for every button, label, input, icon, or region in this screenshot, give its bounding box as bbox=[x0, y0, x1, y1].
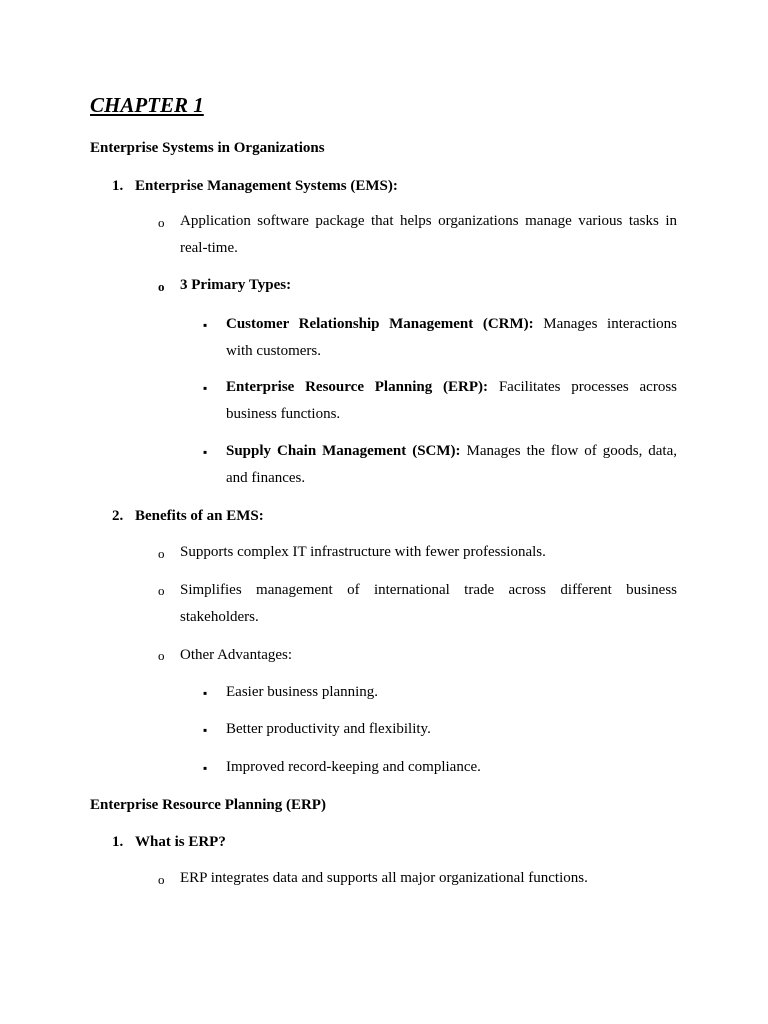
type-label: Supply Chain Management (SCM): bbox=[226, 443, 461, 459]
type-label: Enterprise Resource Planning (ERP): bbox=[226, 379, 489, 395]
erp-point: ERP integrates data and supports all major organizational functions. bbox=[180, 870, 588, 886]
type-desc: Facilitates processes across business functions. bbox=[226, 379, 677, 422]
square-bullet-marker: ▪ bbox=[203, 686, 208, 700]
section-heading-enterprise-systems: Enterprise Systems in Organizations bbox=[90, 140, 325, 156]
square-bullet-marker: ▪ bbox=[203, 318, 208, 332]
list-number: 1. bbox=[112, 834, 124, 850]
list-item-title-what-is-erp: What is ERP? bbox=[135, 834, 226, 850]
type-item-crm bbox=[226, 311, 677, 365]
bullet-marker: o bbox=[158, 215, 165, 230]
advantage-item: Easier business planning. bbox=[226, 684, 379, 700]
type-desc: Manages the flow of goods, data, and finances. bbox=[226, 443, 677, 486]
square-bullet-marker: ▪ bbox=[203, 761, 208, 775]
square-bullet-marker: ▪ bbox=[203, 381, 208, 395]
primary-types-title: 3 Primary Types: bbox=[180, 277, 292, 293]
list-item-title-ems: Enterprise Management Systems (EMS): bbox=[135, 178, 398, 194]
bullet-marker: o bbox=[158, 279, 165, 294]
advantage-item: Improved record-keeping and compliance. bbox=[226, 759, 481, 775]
list-item-title-benefits: Benefits of an EMS: bbox=[135, 508, 264, 524]
square-bullet-marker: ▪ bbox=[203, 723, 208, 737]
bullet-marker: o bbox=[158, 648, 165, 663]
type-desc: Manages interactions with customers. bbox=[226, 316, 678, 359]
type-item-erp bbox=[226, 374, 677, 428]
square-bullet-marker: ▪ bbox=[203, 445, 208, 459]
section-heading-erp: Enterprise Resource Planning (ERP) bbox=[90, 797, 326, 813]
list-number: 2. bbox=[112, 508, 124, 524]
benefit-item: Simplifies management of international trade across different business stakeholders. bbox=[180, 582, 677, 625]
bullet-marker: o bbox=[158, 546, 165, 561]
type-label: Customer Relationship Management (CRM): bbox=[226, 316, 534, 332]
bullet-marker: o bbox=[158, 872, 165, 887]
advantage-item: Better productivity and flexibility. bbox=[226, 721, 431, 737]
type-item-scm bbox=[226, 438, 677, 492]
benefit-item: Supports complex IT infrastructure with fewer professionals. bbox=[180, 544, 546, 560]
benefit-item: Other Advantages: bbox=[180, 647, 293, 663]
ems-definition: Application software package that helps organizations manage various tasks in real-time. bbox=[180, 213, 677, 256]
list-number: 1. bbox=[112, 178, 124, 194]
chapter-title: CHAPTER 1 bbox=[90, 93, 204, 117]
bullet-marker: o bbox=[158, 583, 165, 598]
